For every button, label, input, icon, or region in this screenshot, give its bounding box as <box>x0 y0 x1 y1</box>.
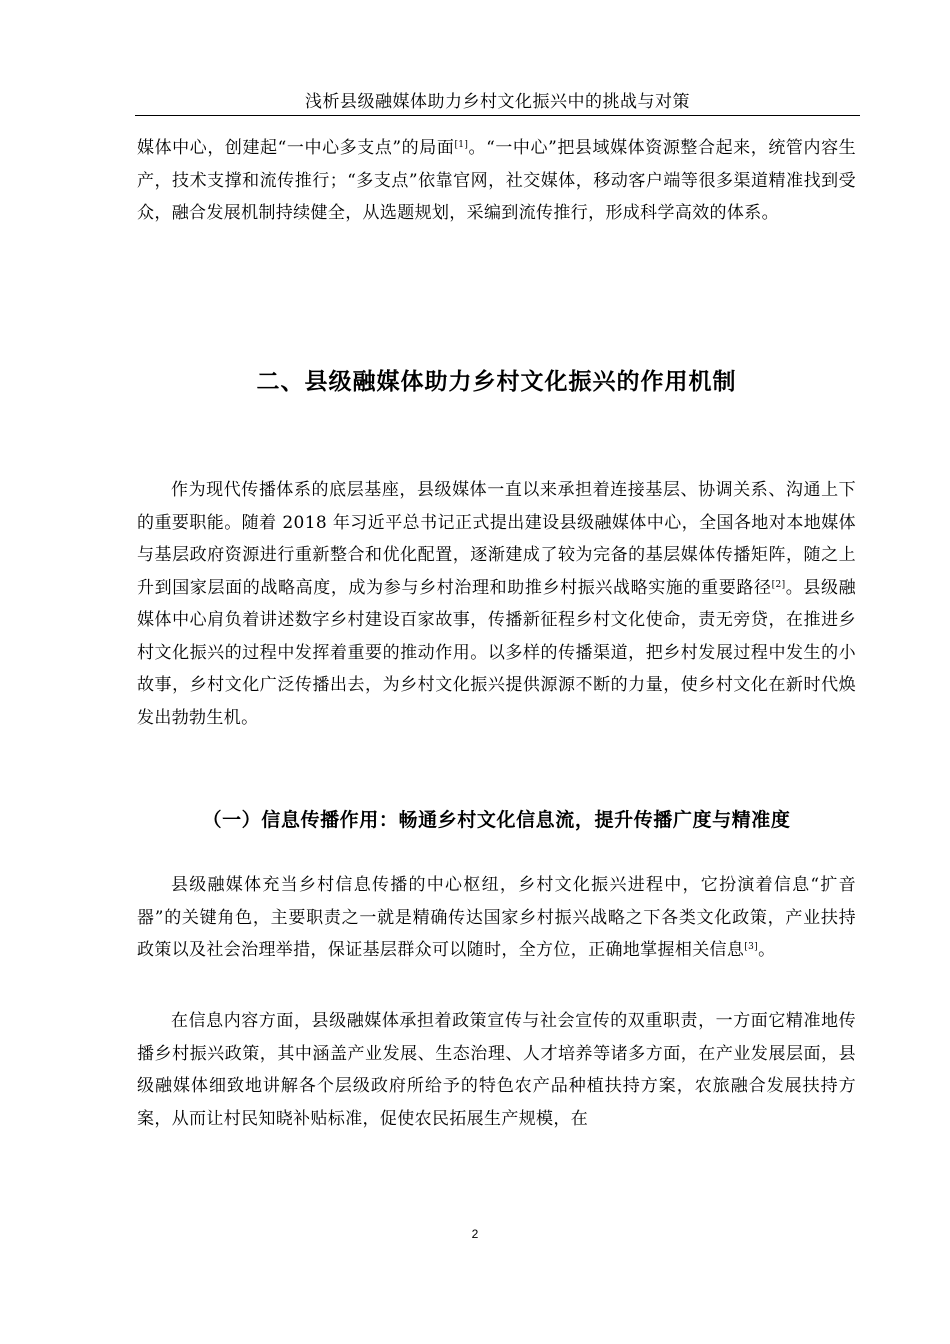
citation-ref[interactable]: [2] <box>771 579 786 590</box>
paragraph-text: 作为现代传播体系的底层基座，县级媒体一直以来承担着连接基层、协调关系、沟通上下的重要职能。随着 2018 年习近平总书记正式提出建设县级融媒体中心，全国各地对本地媒体与基层政府资源进行重新整合和优化配置，逐渐建成了较为完备的基层媒体传播矩阵，随之上升到国家层面的战略高度，成为参与乡村治理和助推乡村振兴战略实施的重要路径 <box>137 480 856 598</box>
paragraph-intro <box>137 474 856 734</box>
running-header-title: 浅析县级融媒体助力乡村文化振兴中的挑战与对策 <box>305 92 690 112</box>
paragraph-text: 媒体中心，创建起“一中心多支点”的局面 <box>137 138 455 158</box>
paragraph-continuation <box>137 132 856 230</box>
section-heading: 二、县级融媒体助力乡村文化振兴的作用机制 <box>256 369 737 395</box>
paragraph-text: 。县级融媒体中心肩负着讲述数字乡村建设百家故事，传播新征程乡村文化使命，责无旁贷，在推进乡村文化振兴的过程中发挥着重要的推动作用。以多样的传播渠道，把乡村发展过程中发生的小故事，乡村文化广泛传播出去，为乡村文化振兴提供源源不断的力量，使乡村文化在新时代焕发出勃勃生机。 <box>137 577 856 728</box>
header-divider <box>135 115 860 116</box>
paragraph-text: 。“一中心”把县域媒体资源整合起来，统管内容生产，技术支撑和流传推行；“多支点”依靠官网，社交媒体，移动客户端等很多渠道精准找到受众，融合发展机制持续健全，从选题规划，采编到流传推行，形成科学高效的体系。 <box>137 138 857 223</box>
paragraph-text: 县级融媒体充当乡村信息传播的中心枢纽，乡村文化振兴进程中，它扮演着信息“扩音器”的关键角色，主要职责之一就是精确传达国家乡村振兴战略之下各类文化政策，产业扶持政策以及社会治理举措，保证基层群众可以随时，全方位，正确地掌握相关信息 <box>137 875 856 960</box>
paragraph-text: 。 <box>758 940 776 960</box>
citation-ref[interactable]: [3] <box>744 942 759 952</box>
paragraph-info-content: 在信息内容方面，县级融媒体承担着政策宣传与社会宣传的双重职责，一方面它精准地传播乡村振兴政策，其中涵盖产业发展、生态治理、人才培养等诸多方面，在产业发展层面，县级融媒体细致地讲解各个层级政府所给予的特色农产品种植扶持方案，农旅融合发展扶持方案，从而让村民知晓补贴标准，促使农民拓展生产规模，在 <box>137 1011 856 1129</box>
page-number: 2 <box>471 1227 479 1241</box>
citation-ref[interactable]: [1] <box>454 140 469 150</box>
paragraph-info-hub <box>137 869 856 967</box>
subsection-heading: （一）信息传播作用：畅通乡村文化信息流，提升传播广度与精准度 <box>202 809 791 831</box>
